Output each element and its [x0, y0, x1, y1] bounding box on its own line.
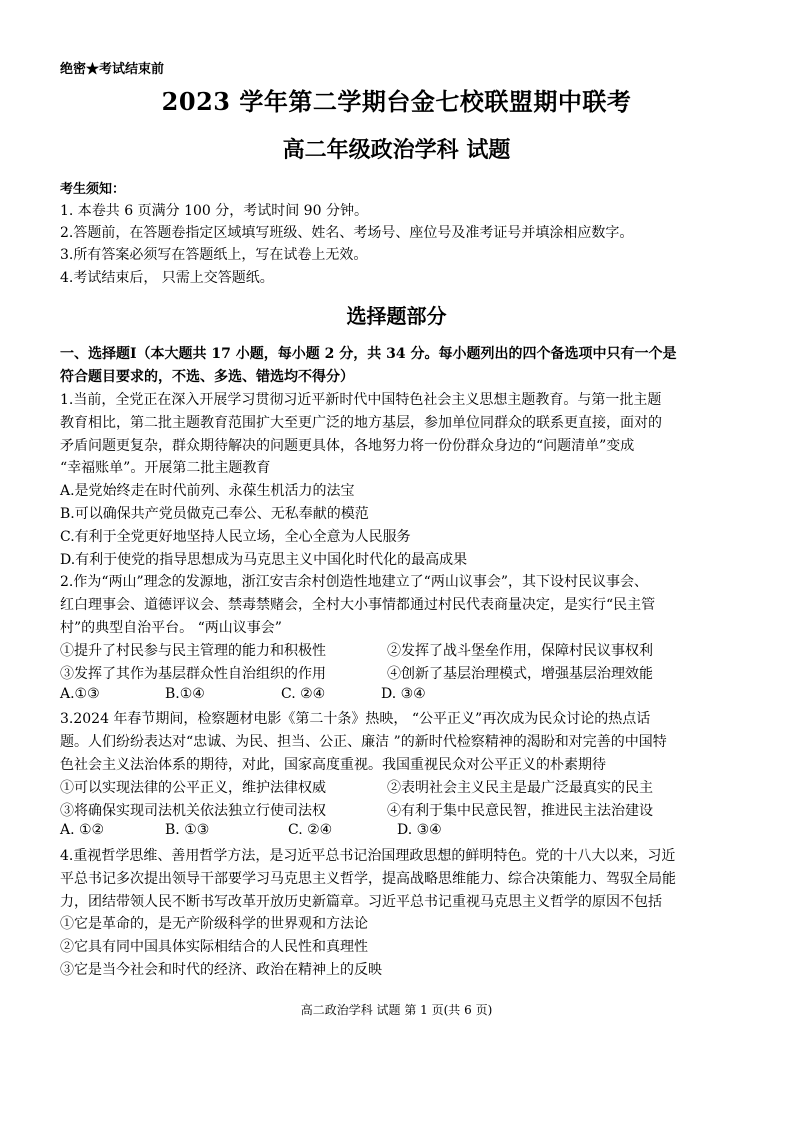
question-stem: 1.当前，全党正在深入开展学习贯彻习近平新时代中国特色社会主义思想主题教育。与第一批主题 [60, 392, 662, 408]
statement-item: ①提升了村民参与民主管理的能力和积极性 [60, 643, 326, 659]
question-stem: 平总书记多次提出领导干部要学习马克思主义哲学，提高战略思维能力、综合决策能力、驾驭全局能 [60, 871, 676, 887]
answer-option: C.有利于全党更好地坚持人民立场，全心全意为人民服务 [60, 529, 411, 545]
section-title: 选择题部分 [346, 304, 447, 328]
answer-choice: D. ③④ [381, 686, 426, 702]
question-stem: 力，团结带领人民不断书写改革开放历史新篇章。习近平总书记重视马克思主义哲学的原因不包括 [60, 894, 662, 910]
answer-choice: A.①③ [60, 686, 100, 702]
statement-item: ③发挥了其作为基层群众性自治组织的作用 [60, 666, 326, 682]
answer-option: B.可以确保共产党员做克己奉公、无私奉献的模范 [60, 506, 369, 522]
statement-item: ④创新了基层治理模式，增强基层治理效能 [387, 666, 653, 682]
question-stem: 2.作为“两山”理念的发源地，浙江安吉余村创造性地建立了“两山议事会”，其下设村民议事会、 [60, 574, 648, 590]
answer-choice: B. ①③ [165, 822, 210, 838]
notice-item: 4.考试结束后， 只需上交答题纸。 [60, 270, 274, 286]
statement-item: ③它是当今社会和时代的经济、政治在精神上的反映 [60, 962, 382, 978]
question-stem: 矛盾问题更复杂，群众期待解决的问题更具体，各地努力将一份份群众身边的“问题清单”变成 [60, 438, 635, 454]
answer-choice: A. ①② [60, 822, 105, 838]
question-stem: 红白理事会、道德评议会、禁毒禁赌会，全村大小事情都通过村民代表商量决定，是实行“民主管 [60, 597, 656, 613]
answer-choice: C. ②④ [288, 822, 333, 838]
statement-item: ③将确保实现司法机关依法独立行使司法权 [60, 803, 326, 819]
answer-option: D.有利于使党的指导思想成为马克思主义中国化时代化的最高成果 [60, 552, 468, 568]
statement-item: ②发挥了战斗堡垒作用，保障村民议事权利 [387, 643, 653, 659]
notice-item: 2.答题前，在答题卷指定区域填写班级、姓名、考场号、座位号及准考证号并填涂相应数字。 [60, 225, 634, 241]
question-stem: 色社会主义法治体系的期待，对此，国家高度重视。我国重视民众对公平正义的朴素期待 [60, 757, 606, 773]
exam-subtitle: 高二年级政治学科 试题 [282, 137, 511, 163]
part-instructions: 一、选择题Ⅰ（本大题共 17 小题，每小题 2 分，共 34 分。每小题列出的四个备选项中只有一个是 [60, 346, 677, 362]
question-stem: 题。人们纷纷表达对“忠诚、为民、担当、公正、廉洁 ”的新时代检察精神的渴盼和对完善的中国特 [60, 734, 667, 750]
question-stem: 4.重视哲学思维、善用哲学方法，是习近平总书记治国理政思想的鲜明特色。党的十八大以来，习近 [60, 848, 676, 864]
answer-option: A.是党始终走在时代前列、永葆生机活力的法宝 [60, 483, 355, 499]
page-footer: 高二政治学科 试题 第 1 页(共 6 页) [300, 1003, 493, 1017]
exam-title: 2023 学年第二学期台金七校联盟期中联考 [161, 87, 632, 116]
notice-heading: 考生须知： [60, 182, 126, 197]
answer-choice: D. ③④ [397, 822, 442, 838]
part-instructions: 符合题目要求的，不选、多选、错选均不得分） [60, 369, 354, 385]
notice-item: 3.所有答案必须写在答题纸上，写在试卷上无效。 [60, 247, 368, 263]
answer-choice: C. ②④ [281, 686, 326, 702]
question-stem: 村”的典型自治平台。 “两山议事会” [60, 620, 282, 636]
question-stem: 3.2024 年春节期间，检察题材电影《第二十条》热映， “公平正义”再次成为民众讨论的热点话 [60, 711, 651, 727]
statement-item: ②它具有同中国具体实际相结合的人民性和真理性 [60, 939, 368, 955]
notice-item: 1. 本卷共 6 页满分 100 分，考试时间 90 分钟。 [60, 203, 368, 219]
statement-item: ①可以实现法律的公平正义，维护法律权威 [60, 780, 326, 796]
question-stem: 教育相比，第二批主题教育范围扩大至更广泛的地方基层，参加单位同群众的联系更直接，面对的 [60, 415, 662, 431]
statement-item: ④有利于集中民意民智，推进民主法治建设 [387, 803, 653, 819]
statement-item: ②表明社会主义民主是最广泛最真实的民主 [387, 780, 653, 796]
answer-choice: B.①④ [165, 686, 205, 702]
confidential-mark: 绝密★考试结束前 [60, 62, 165, 77]
question-stem: “幸福账单”。开展第二批主题教育 [60, 460, 271, 476]
statement-item: ①它是革命的，是无产阶级科学的世界观和方法论 [60, 916, 368, 932]
